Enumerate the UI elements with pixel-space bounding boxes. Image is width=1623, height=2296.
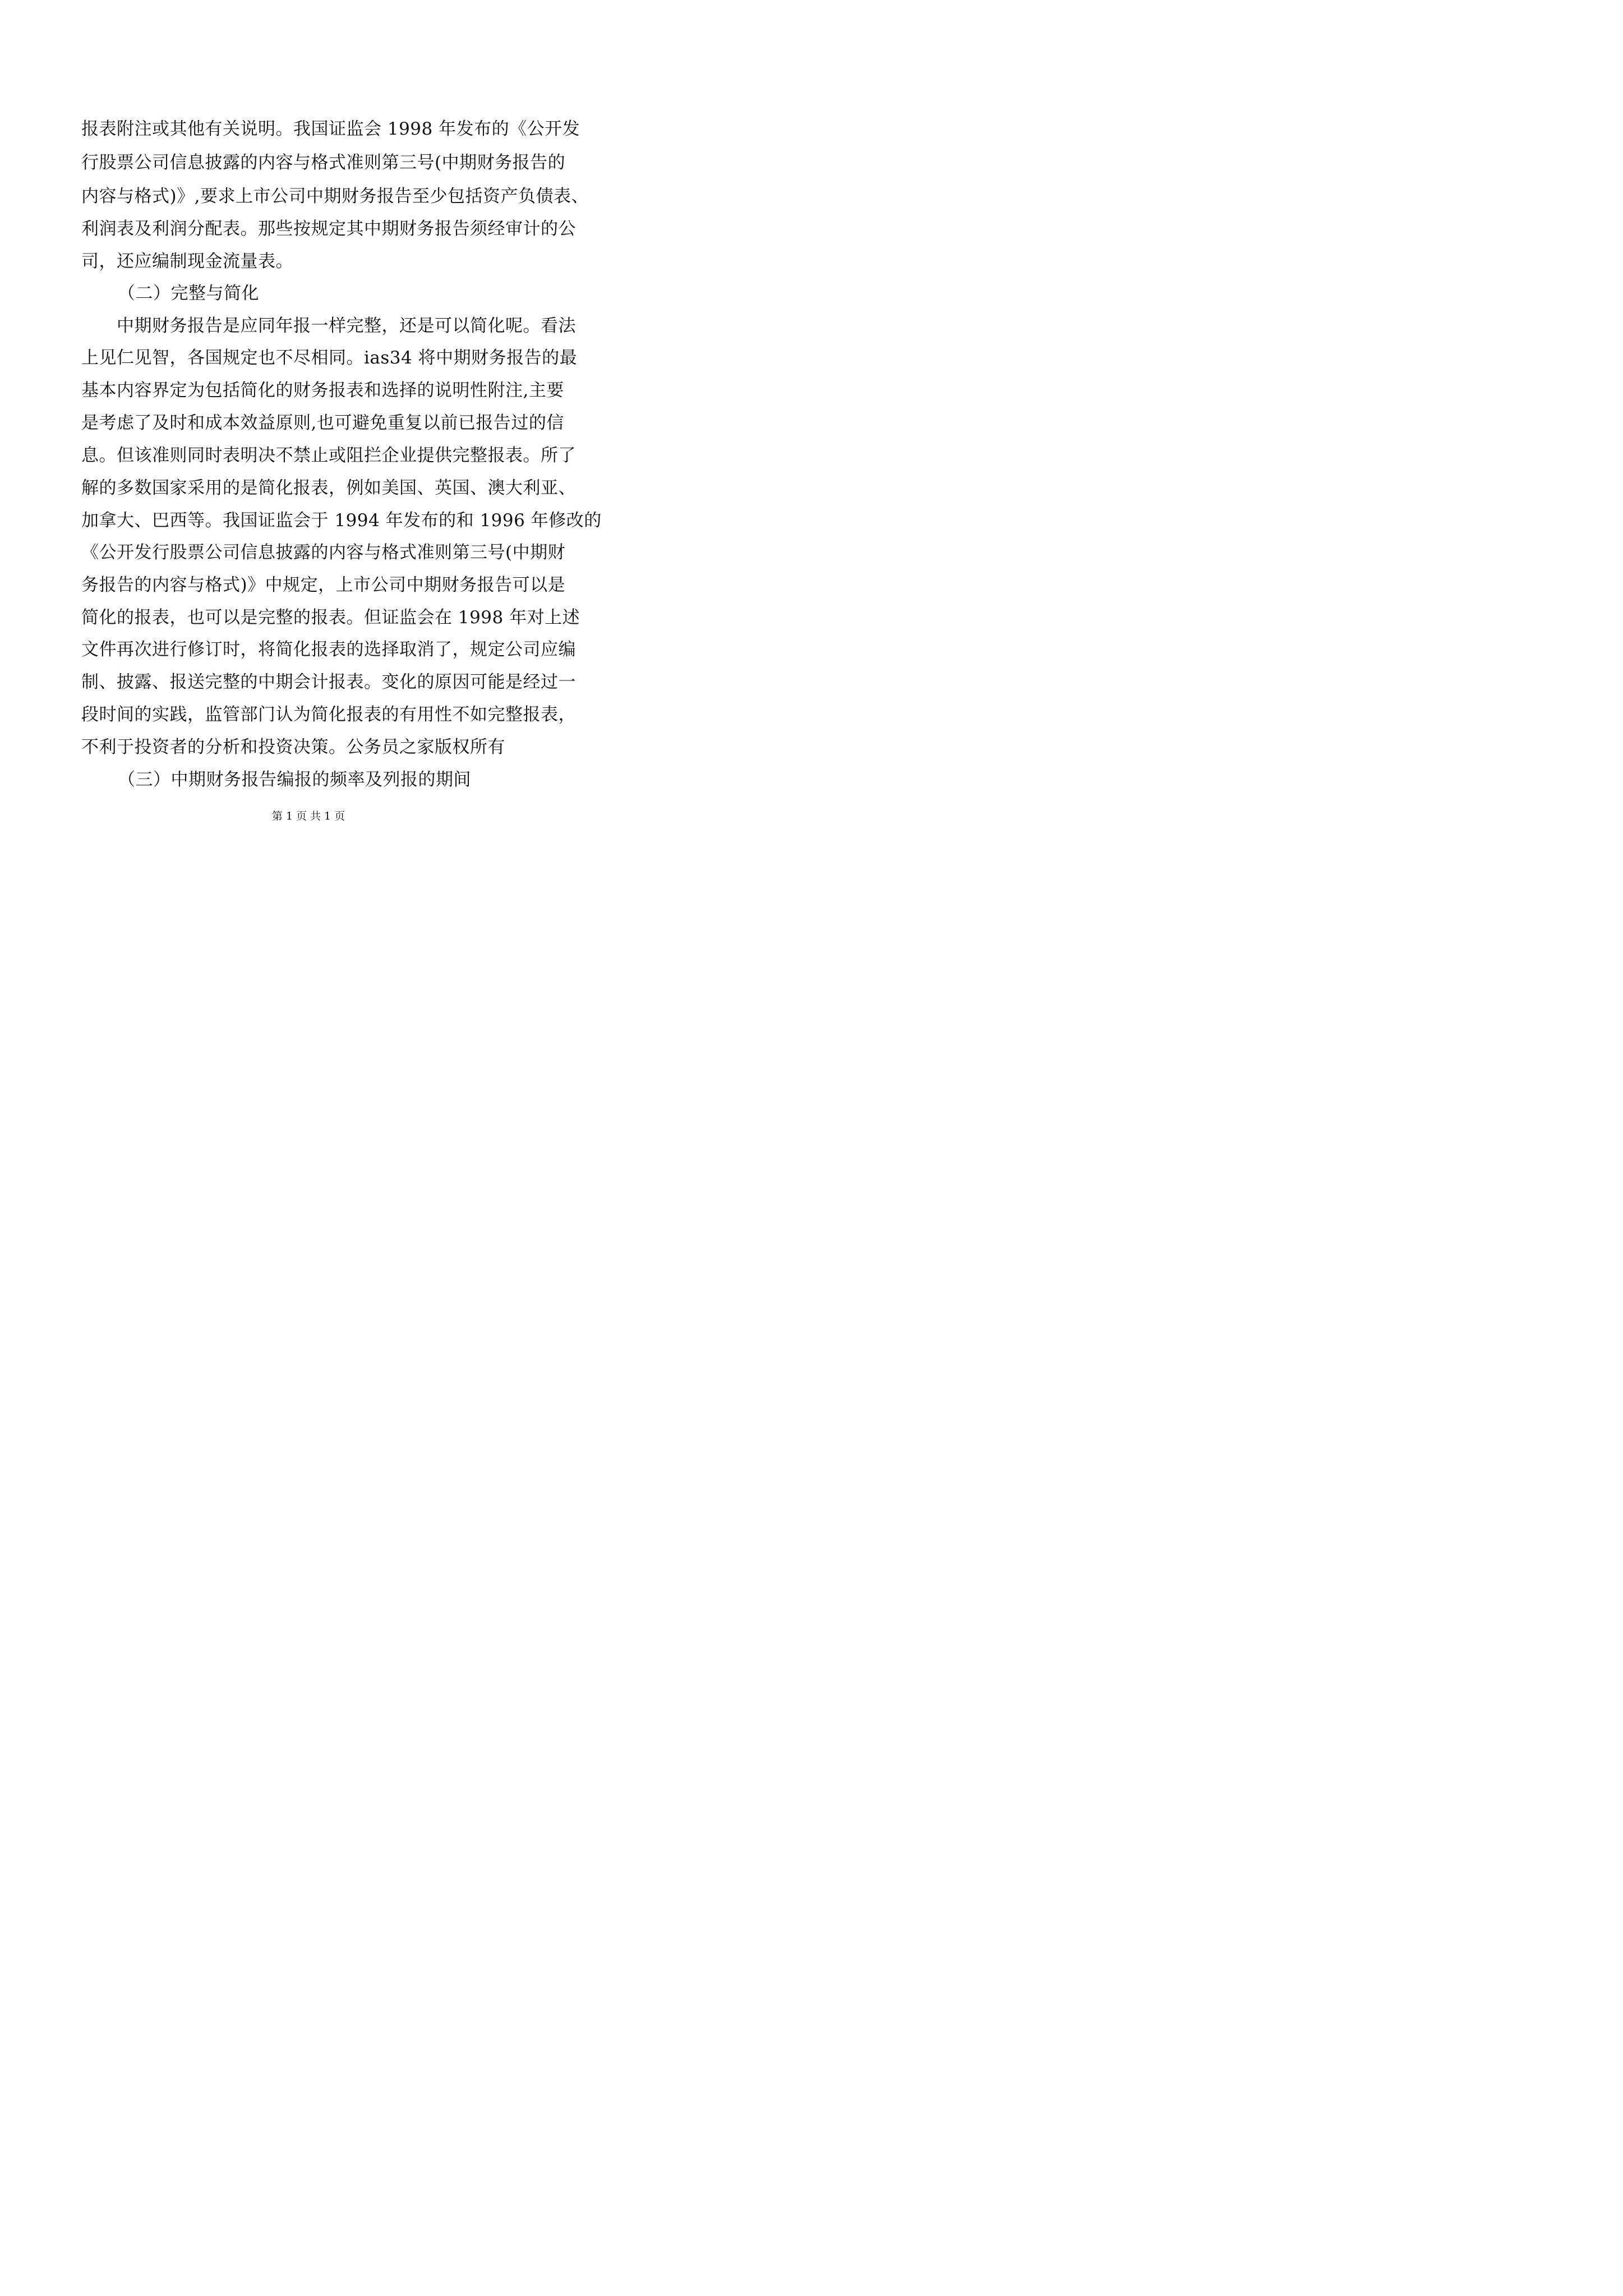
text-line: 内容与格式)》,要求上市公司中期财务报告至少包括资产负债表、 [81,186,589,206]
text-line: 基本内容界定为包括简化的财务报表和选择的说明性附注,主要 [81,380,564,401]
text-line: 行股票公司信息披露的内容与格式准则第三号(中期财务报告的 [81,153,566,173]
text-line: 上见仁见智，各国规定也不尽相同。ias34 将中期财务报告的最 [81,348,578,368]
document-page [0,0,617,872]
text-line: 制、披露、报送完整的中期会计报表。变化的原因可能是经过一 [81,672,576,692]
text-line: 不利于投资者的分析和投资决策。公务员之家版权所有 [81,737,505,757]
text-line: 息。但该准则同时表明决不禁止或阻拦企业提供完整报表。所了 [81,445,576,466]
page-footer: 第 1 页 共 1 页 [271,810,345,822]
text-line: 《公开发行股票公司信息披露的内容与格式准则第三号(中期财 [81,542,566,563]
text-line: 务报告的内容与格式)》中规定，上市公司中期财务报告可以是 [81,575,566,595]
section-heading: （二）完整与简化 [118,283,259,303]
text-line: 报表附注或其他有关说明。我国证监会 1998 年发布的《公开发 [81,119,580,139]
text-line: 解的多数国家采用的是简化报表，例如美国、英国、澳大利亚、 [81,478,576,498]
text-line: 是考虑了及时和成本效益原则,也可避免重复以前已报告过的信 [81,413,564,433]
text-line: 中期财务报告是应同年报一样完整，还是可以简化呢。看法 [117,316,576,336]
text-line: 利润表及利润分配表。那些按规定其中期财务报告须经审计的公 [81,219,576,239]
text-line: 文件再次进行修订时，将简化报表的选择取消了，规定公司应编 [81,639,576,660]
text-line: 加拿大、巴西等。我国证监会于 1994 年发布的和 1996 年修改的 [81,510,602,531]
text-line: 段时间的实践，监管部门认为简化报表的有用性不如完整报表， [81,705,576,725]
text-line: 司，还应编制现金流量表。 [81,251,293,272]
text-line: 简化的报表，也可以是完整的报表。但证监会在 1998 年对上述 [81,608,580,628]
section-heading: （三）中期财务报告编报的频率及列报的期间 [118,770,471,790]
